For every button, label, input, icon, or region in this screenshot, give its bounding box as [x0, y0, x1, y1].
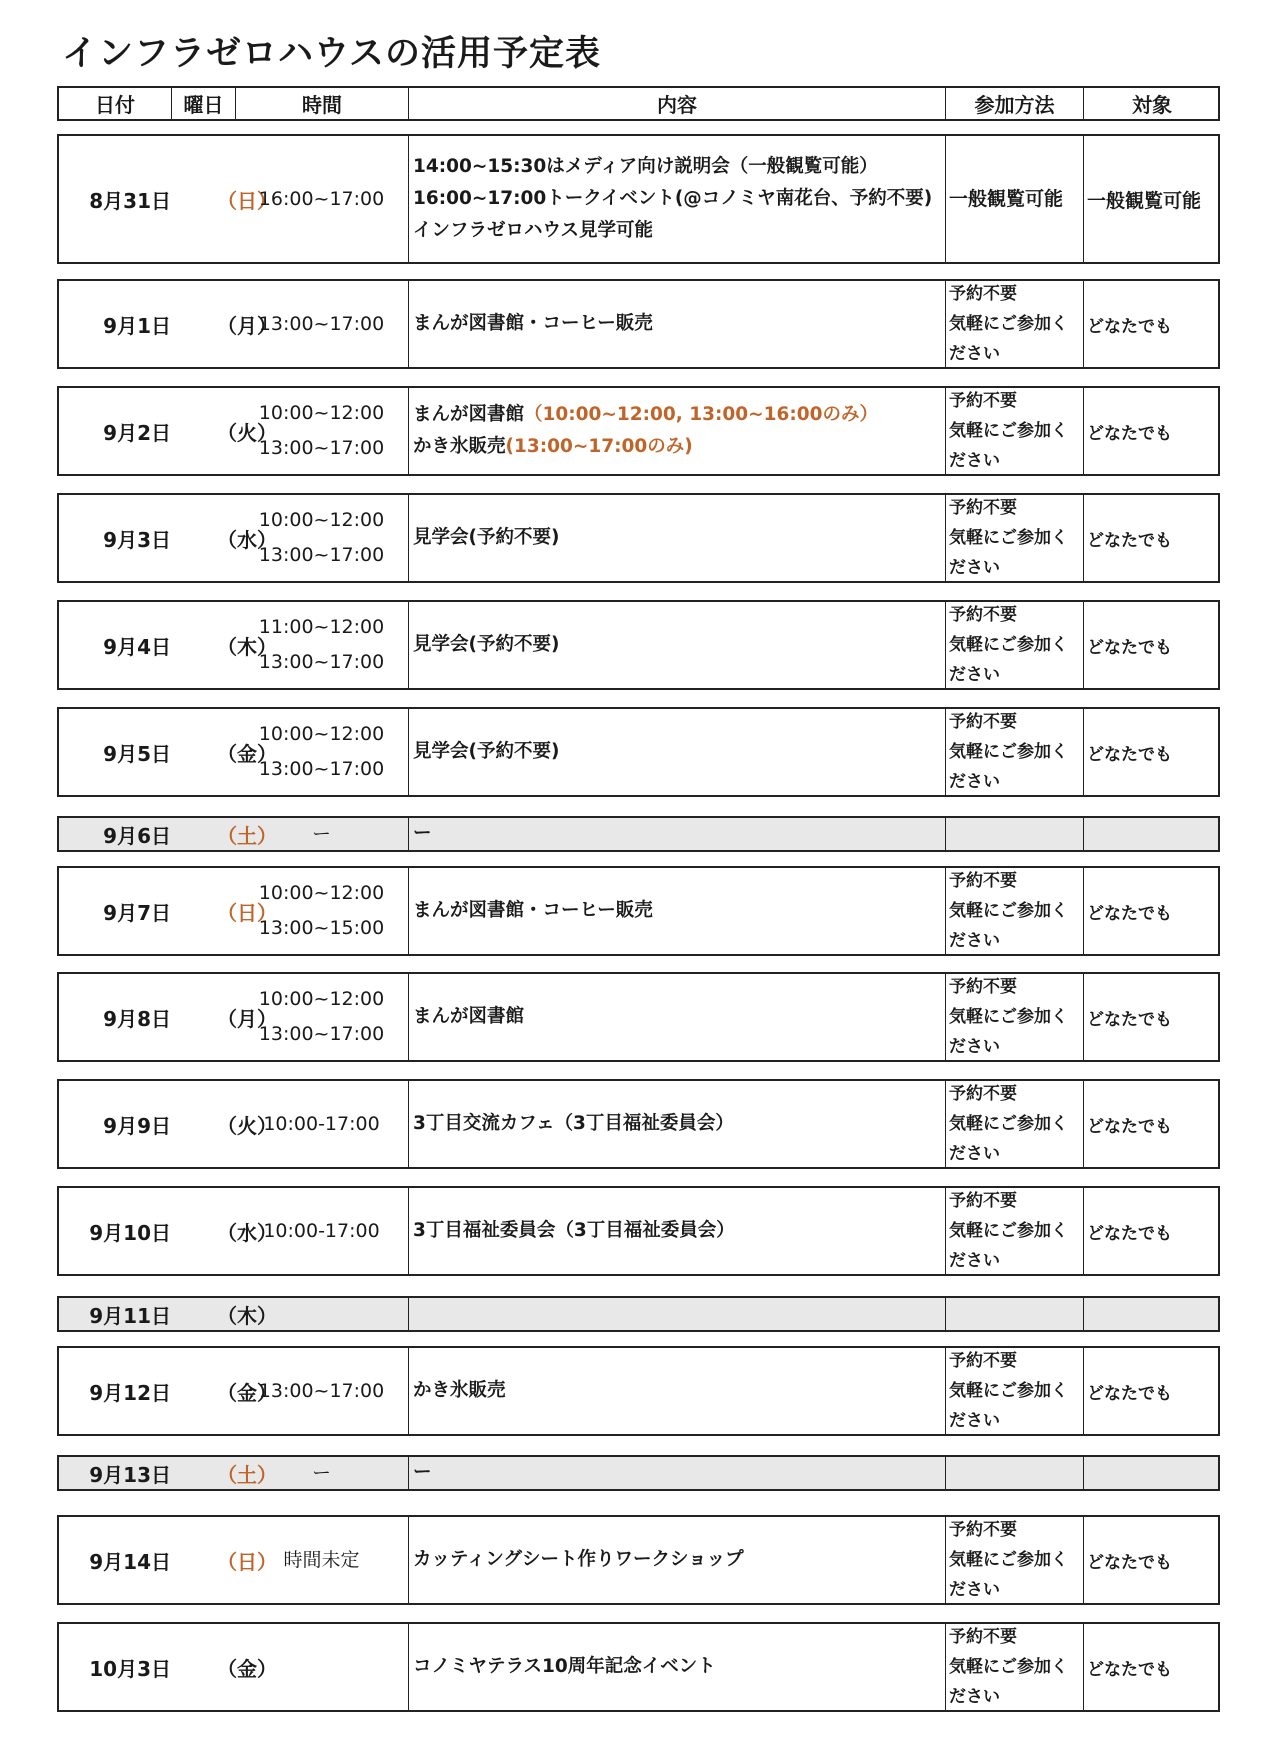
- row-date: 9月3日: [103, 527, 171, 552]
- row-content: [408, 1348, 945, 1434]
- header-content: 内容: [408, 88, 945, 119]
- table-header: [57, 86, 1220, 121]
- row-content: [408, 136, 945, 262]
- row-date: 9月13日: [89, 1462, 171, 1487]
- row-content: [408, 281, 945, 367]
- time-line: ー: [311, 1461, 331, 1484]
- row-target: どなたでも: [1083, 1517, 1218, 1603]
- row-time: [234, 388, 409, 474]
- row-target: どなたでも: [1083, 868, 1218, 954]
- time-line: 13:00~17:00: [258, 1023, 385, 1045]
- header-date: 日付: [95, 93, 135, 117]
- row-time: [234, 1188, 409, 1274]
- method-line: 気軽にご参加く: [949, 1657, 1068, 1677]
- content-line: 見学会(予約不要): [413, 741, 560, 762]
- row-time: [234, 1081, 409, 1167]
- header-time: 時間: [235, 88, 408, 119]
- content-note: （10:00~12:00, 13:00~16:00のみ）: [524, 404, 879, 425]
- row-dow: （日）: [217, 1549, 277, 1574]
- row-date: 8月31日: [89, 188, 171, 213]
- row-time: [234, 602, 409, 688]
- row-method: [945, 388, 1083, 474]
- content-line: 見学会(予約不要): [413, 527, 560, 548]
- content-line: ー: [413, 1462, 432, 1483]
- row-dow: （金）: [217, 1656, 277, 1681]
- method-line: 予約不要: [949, 712, 1017, 732]
- row-time: [234, 818, 409, 850]
- table-row: [57, 1622, 1220, 1712]
- table-row: [57, 134, 1220, 264]
- method-line: ださい: [949, 1580, 1000, 1600]
- row-date: 9月7日: [103, 900, 171, 925]
- time-line: 16:00~17:00: [258, 187, 385, 210]
- time-line: 13:00~17:00: [258, 312, 385, 335]
- method-line: 一般観覧可能: [949, 188, 1064, 210]
- row-target: 一般観覧可能: [1083, 136, 1218, 262]
- method-line: 予約不要: [949, 498, 1017, 518]
- time-line: 10:00-17:00: [263, 1112, 380, 1135]
- row-method: [945, 1517, 1083, 1603]
- method-line: 気軽にご参加く: [949, 742, 1068, 762]
- time-line: 13:00~17:00: [258, 544, 385, 566]
- content-line: 3丁目交流カフェ（3丁目福祉委員会）: [413, 1113, 734, 1134]
- row-dow: （金）: [217, 1380, 277, 1405]
- row-content: [408, 1298, 945, 1330]
- method-line: 気軽にご参加く: [949, 1381, 1068, 1401]
- row-time: [234, 1298, 409, 1330]
- content-line: まんが図書館: [413, 1006, 525, 1027]
- content-line: カッティングシート作りワークショップ: [413, 1549, 744, 1570]
- row-method: [945, 602, 1083, 688]
- method-line: 予約不要: [949, 871, 1017, 891]
- row-content: [408, 1624, 945, 1710]
- row-method: [945, 1188, 1083, 1274]
- row-content: [408, 388, 945, 474]
- row-time: [234, 709, 409, 795]
- content-line: 見学会(予約不要): [413, 634, 560, 655]
- row-time: [234, 1624, 409, 1710]
- row-time: [234, 281, 409, 367]
- page-title: インフラゼロハウスの活用予定表: [62, 34, 601, 74]
- content-line: [413, 399, 878, 431]
- row-dow: （火）: [217, 1113, 277, 1138]
- content-line: まんが図書館・コーヒー販売: [413, 900, 653, 921]
- content-line: [413, 431, 693, 463]
- time-line: 10:00~12:00: [258, 882, 385, 904]
- table-row: [57, 493, 1220, 583]
- row-method: [945, 136, 1083, 262]
- method-line: 予約不要: [949, 1351, 1017, 1371]
- row-date: 9月12日: [89, 1380, 171, 1405]
- row-target: どなたでも: [1083, 602, 1218, 688]
- method-line: 気軽にご参加く: [949, 1221, 1068, 1241]
- time-line: 13:00~17:00: [258, 1379, 385, 1402]
- row-method: [945, 818, 1083, 850]
- table-row: [57, 600, 1220, 690]
- row-target: どなたでも: [1083, 1188, 1218, 1274]
- method-line: 予約不要: [949, 1520, 1017, 1540]
- method-line: 予約不要: [949, 977, 1017, 997]
- row-method: [945, 1081, 1083, 1167]
- content-text: まんが図書館: [413, 404, 525, 425]
- row-date: 9月9日: [103, 1113, 171, 1138]
- time-line: ー: [311, 822, 331, 845]
- time-line: 13:00~17:00: [258, 651, 385, 673]
- row-date: 9月2日: [103, 420, 171, 445]
- header-method: 参加方法: [945, 88, 1083, 119]
- method-line: ださい: [949, 1687, 1000, 1707]
- row-dow: （月）: [217, 313, 277, 338]
- row-dow: （日）: [217, 900, 277, 925]
- row-target: どなたでも: [1083, 1348, 1218, 1434]
- row-content: [408, 868, 945, 954]
- method-line: 気軽にご参加く: [949, 1550, 1068, 1570]
- method-line: ださい: [949, 665, 1000, 685]
- row-target: [1083, 1298, 1218, 1330]
- row-method: [945, 974, 1083, 1060]
- time-line: 10:00~12:00: [258, 509, 385, 531]
- time-line: 13:00~15:00: [258, 917, 385, 939]
- row-time: [234, 1457, 409, 1489]
- time-line: 11:00~12:00: [258, 616, 385, 638]
- method-line: ださい: [949, 451, 1000, 471]
- row-dow: （水）: [217, 1220, 277, 1245]
- content-line: インフラゼロハウス見学可能: [413, 220, 653, 241]
- row-content: [408, 974, 945, 1060]
- method-line: ださい: [949, 1037, 1000, 1057]
- table-row: [57, 707, 1220, 797]
- row-time: [234, 868, 409, 954]
- row-date: 9月8日: [103, 1006, 171, 1031]
- method-line: ださい: [949, 1144, 1000, 1164]
- row-date: 9月10日: [89, 1220, 171, 1245]
- table-row: [57, 1296, 1220, 1332]
- table-row: [57, 1455, 1220, 1491]
- row-target: [1083, 818, 1218, 850]
- row-dow: （水）: [217, 527, 277, 552]
- content-line: 3丁目福祉委員会（3丁目福祉委員会）: [413, 1220, 735, 1241]
- method-line: ださい: [949, 558, 1000, 578]
- row-method: [945, 1348, 1083, 1434]
- method-line: 気軽にご参加く: [949, 1114, 1068, 1134]
- row-content: [408, 602, 945, 688]
- method-line: 予約不要: [949, 605, 1017, 625]
- method-line: ださい: [949, 1411, 1000, 1431]
- row-target: どなたでも: [1083, 709, 1218, 795]
- table-row: [57, 972, 1220, 1062]
- row-target: どなたでも: [1083, 1081, 1218, 1167]
- row-content: [408, 818, 945, 850]
- time-line: 13:00~17:00: [258, 437, 385, 459]
- row-target: どなたでも: [1083, 281, 1218, 367]
- row-content: [408, 1188, 945, 1274]
- row-date: 10月3日: [89, 1656, 171, 1681]
- row-target: どなたでも: [1083, 388, 1218, 474]
- method-line: ださい: [949, 931, 1000, 951]
- row-method: [945, 709, 1083, 795]
- method-line: 気軽にご参加く: [949, 635, 1068, 655]
- row-dow: （月）: [217, 1006, 277, 1031]
- row-date: 9月4日: [103, 634, 171, 659]
- row-time: [234, 495, 409, 581]
- content-line: コノミヤテラス10周年記念イベント: [413, 1656, 716, 1677]
- time-line: 10:00~12:00: [258, 402, 385, 424]
- method-line: 気軽にご参加く: [949, 901, 1068, 921]
- row-date: 9月1日: [103, 313, 171, 338]
- row-target: どなたでも: [1083, 1624, 1218, 1710]
- row-content: [408, 1517, 945, 1603]
- method-line: 予約不要: [949, 1627, 1017, 1647]
- time-line: 10:00~12:00: [258, 723, 385, 745]
- table-row: [57, 386, 1220, 476]
- row-time: [234, 974, 409, 1060]
- table-row: [57, 816, 1220, 852]
- method-line: 予約不要: [949, 1191, 1017, 1211]
- content-line: かき氷販売: [413, 1380, 506, 1401]
- row-method: [945, 1298, 1083, 1330]
- content-note: (13:00~17:00のみ): [505, 436, 693, 457]
- row-method: [945, 281, 1083, 367]
- row-content: [408, 1081, 945, 1167]
- header-target: 対象: [1083, 88, 1220, 119]
- row-time: [234, 1348, 409, 1434]
- time-line: 10:00~12:00: [258, 988, 385, 1010]
- method-line: 予約不要: [949, 391, 1017, 411]
- row-date: 9月14日: [89, 1549, 171, 1574]
- content-line: まんが図書館・コーヒー販売: [413, 313, 653, 334]
- row-method: [945, 868, 1083, 954]
- row-dow: （金）: [217, 741, 277, 766]
- row-target: どなたでも: [1083, 495, 1218, 581]
- method-line: 気軽にご参加く: [949, 421, 1068, 441]
- row-target: [1083, 1457, 1218, 1489]
- method-line: 気軽にご参加く: [949, 528, 1068, 548]
- row-method: [945, 495, 1083, 581]
- content-text: かき氷販売: [413, 436, 506, 457]
- row-dow: （木）: [217, 634, 277, 659]
- row-dow: （木）: [217, 1303, 277, 1328]
- time-line: 13:00~17:00: [258, 758, 385, 780]
- row-content: [408, 1457, 945, 1489]
- method-line: ださい: [949, 772, 1000, 792]
- row-method: [945, 1624, 1083, 1710]
- content-line: ー: [413, 823, 432, 844]
- row-dow: （火）: [217, 420, 277, 445]
- time-line: 時間未定: [283, 1548, 360, 1571]
- table-row: [57, 279, 1220, 369]
- row-content: [408, 709, 945, 795]
- row-target: どなたでも: [1083, 974, 1218, 1060]
- method-line: 気軽にご参加く: [949, 314, 1068, 334]
- row-time: [234, 1517, 409, 1603]
- table-row: [57, 1346, 1220, 1436]
- method-line: ださい: [949, 1251, 1000, 1271]
- table-row: [57, 1515, 1220, 1605]
- row-date: 9月6日: [103, 823, 171, 848]
- content-line: 16:00~17:00トークイベント(@コノミヤ南花台、予約不要): [413, 188, 933, 209]
- row-time: [234, 136, 409, 262]
- row-method: [945, 1457, 1083, 1489]
- method-line: 予約不要: [949, 1084, 1017, 1104]
- row-date: 9月5日: [103, 741, 171, 766]
- row-content: [408, 495, 945, 581]
- method-line: 気軽にご参加く: [949, 1007, 1068, 1027]
- row-dow: （土）: [217, 823, 277, 848]
- method-line: ださい: [949, 344, 1000, 364]
- time-line: 10:00-17:00: [263, 1219, 380, 1242]
- row-dow: （日）: [217, 188, 277, 213]
- content-line: 14:00~15:30はメディア向け説明会（一般観覧可能）: [413, 156, 878, 177]
- method-line: 予約不要: [949, 284, 1017, 304]
- row-date: 9月11日: [89, 1303, 171, 1328]
- header-dow: 曜日: [171, 88, 235, 119]
- row-dow: （土）: [217, 1462, 277, 1487]
- table-row: [57, 866, 1220, 956]
- table-row: [57, 1186, 1220, 1276]
- table-row: [57, 1079, 1220, 1169]
